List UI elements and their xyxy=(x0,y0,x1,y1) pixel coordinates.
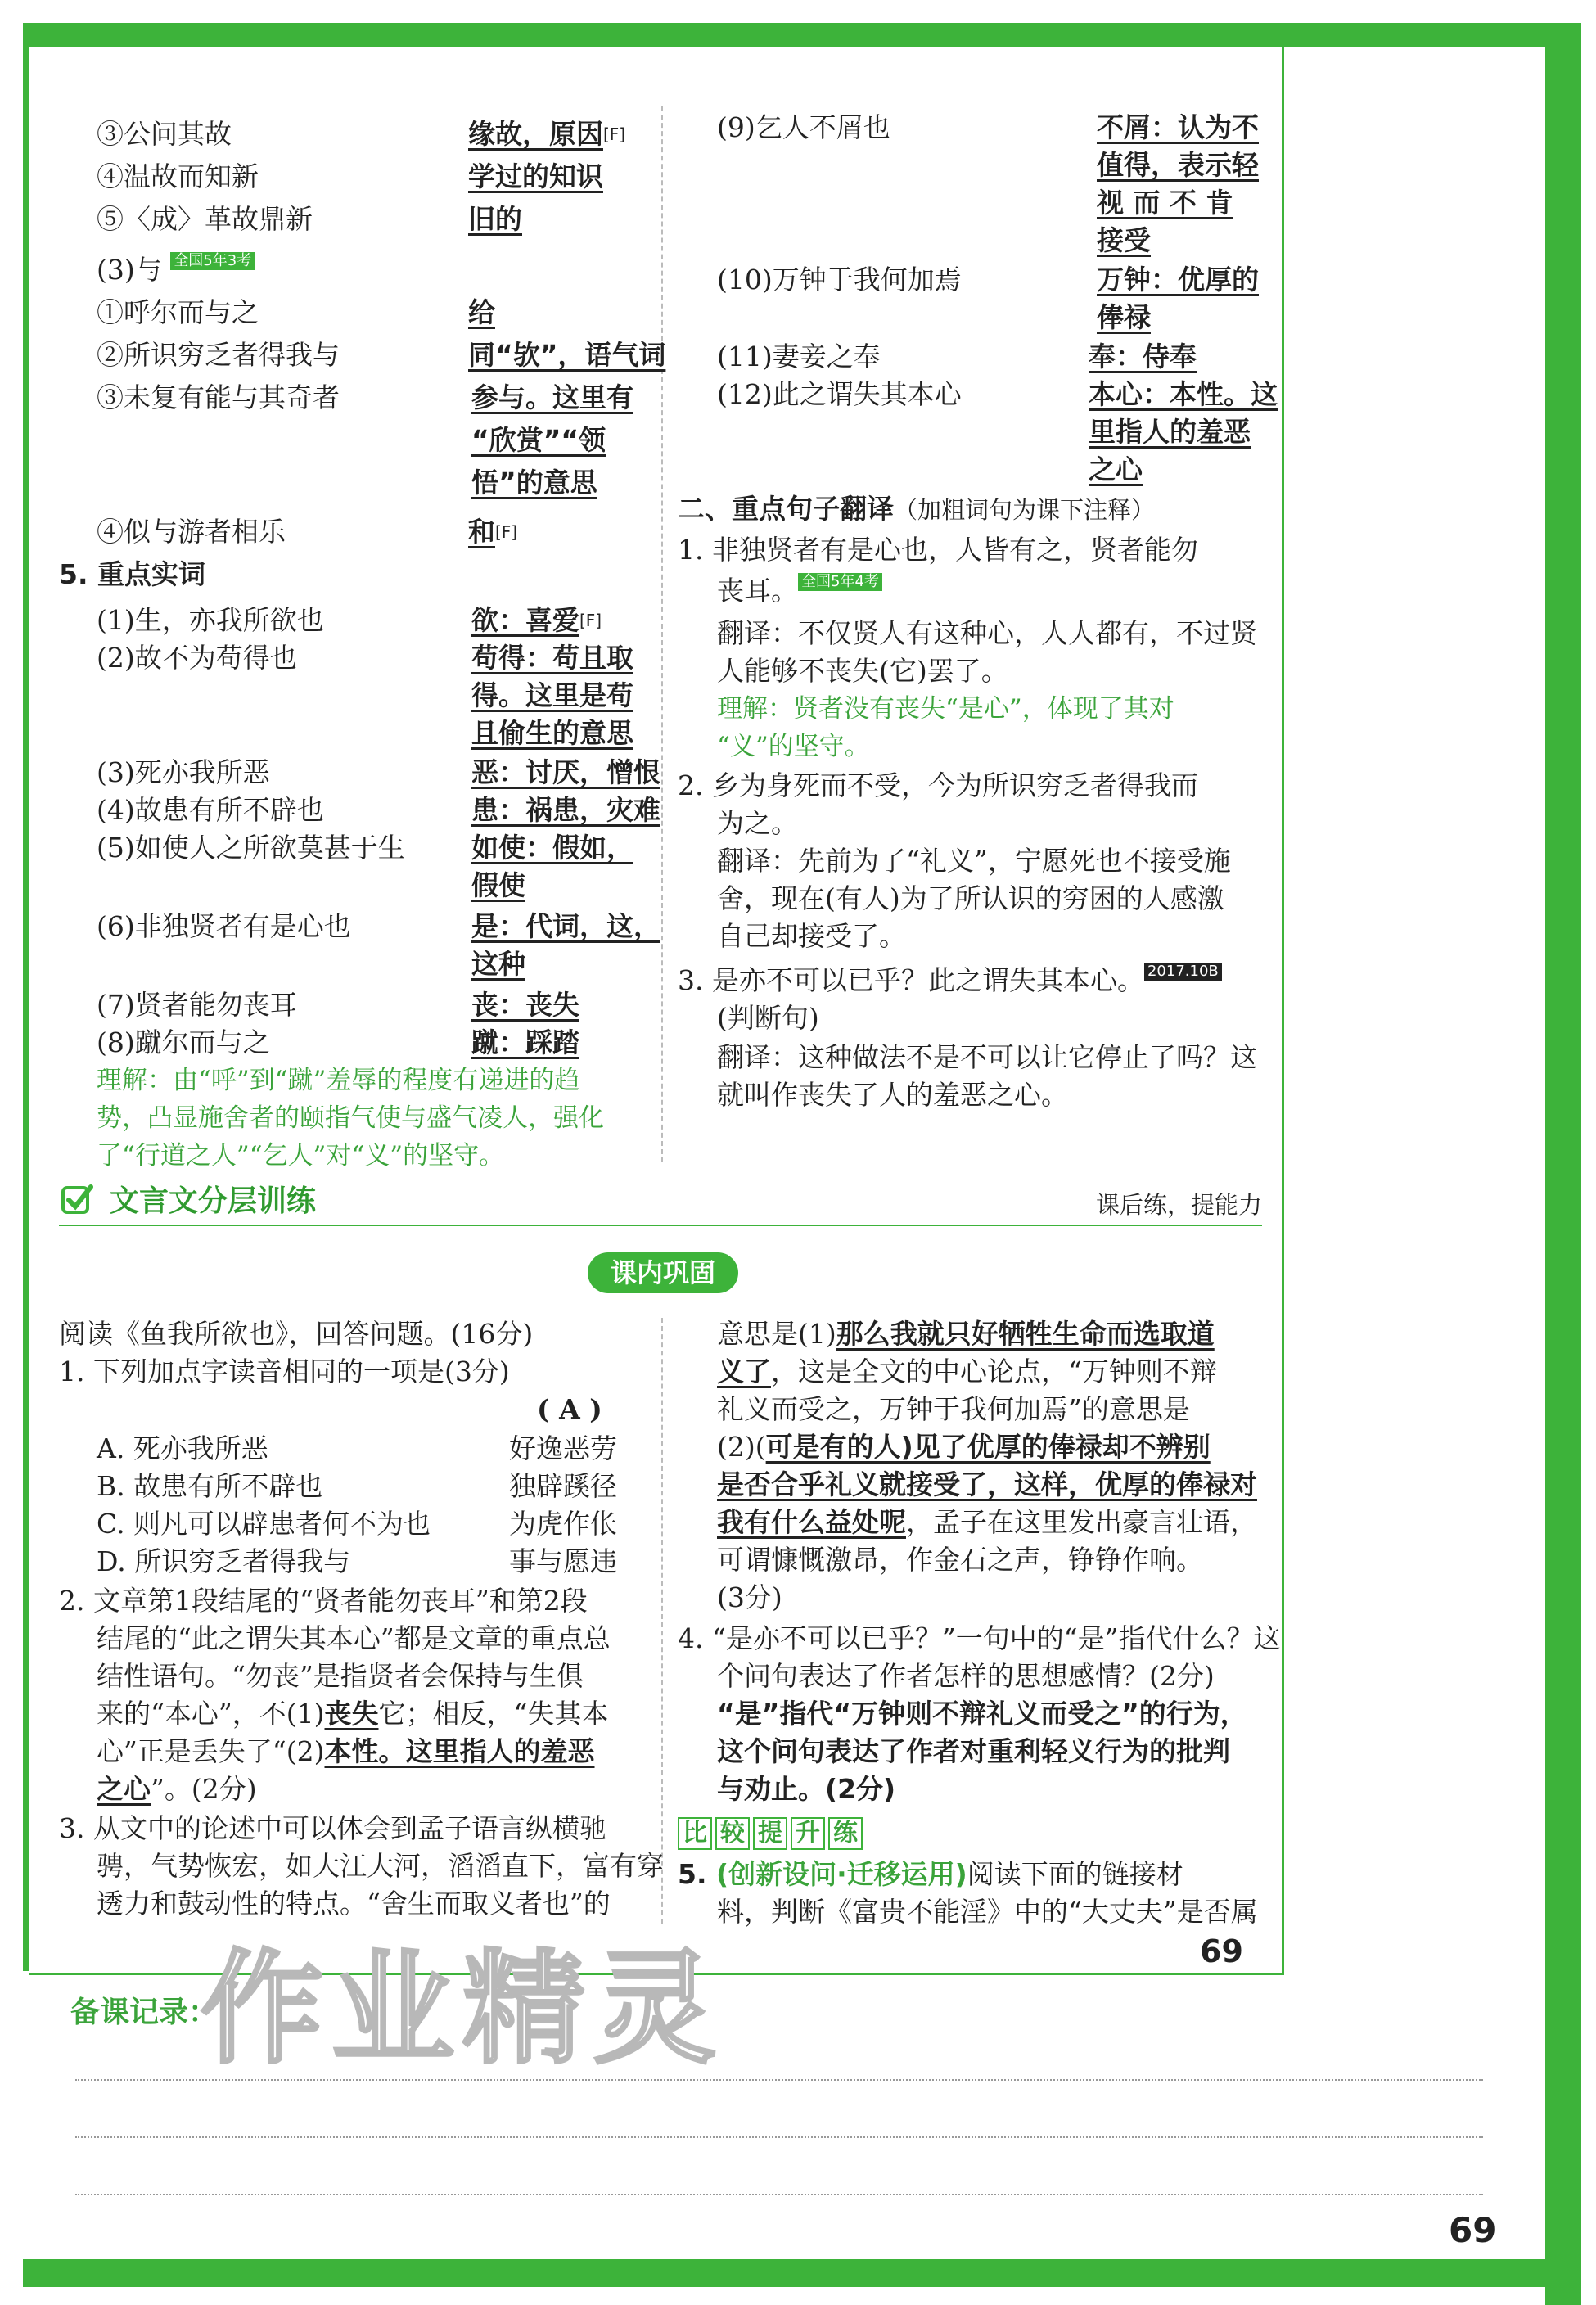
in-class-review-pill: 课内巩固 xyxy=(588,1252,738,1293)
question-1-answer: ( A ) xyxy=(537,1393,602,1425)
f-mark: [F] xyxy=(603,124,626,144)
question-2-text: 结尾的“此之谓失其本心”都是文章的重点总 xyxy=(97,1622,611,1654)
section-subtitle: （加粗词句为课下注释） xyxy=(894,496,1156,524)
vocab-answer: 患：祸患，灾难 xyxy=(471,794,660,826)
question-2-text: 结性语句。“勿丧”是指贤者会保持与生俱 xyxy=(97,1660,584,1692)
question-3-answer-2: 可是有的人)见了优厚的俸禄却不辨别 xyxy=(765,1431,1211,1463)
question-5-tag: (创新设问·迁移运用) xyxy=(716,1858,967,1890)
vocab-answer: 里指人的羞恶 xyxy=(1089,416,1251,448)
vocab-answer: 恶：讨厌，憎恨 xyxy=(471,756,660,788)
question-3-text: 透力和鼓动性的特点。“舍生而取义者也”的 xyxy=(97,1888,611,1919)
vocab-answer: 接受 xyxy=(1097,224,1151,256)
option-d: D. 所识穷乏者得我与 xyxy=(97,1545,351,1577)
sentence-original: 丧耳。 xyxy=(717,575,798,607)
answer-text: ，这是全文的中心论点，“万钟则不辩 xyxy=(771,1355,1217,1387)
translation: 舍，现在(有人)为了所认识的穷困的人感激 xyxy=(717,882,1224,914)
section-heading: 二、重点句子翻译 xyxy=(678,493,894,525)
vocab-answer: 如使：假如， xyxy=(471,832,633,864)
option-d-pair: 事与愿违 xyxy=(509,1545,617,1577)
question-3-text: 3. 从文中的论述中可以体会到孟子语言纵横驰 xyxy=(59,1812,606,1844)
translation: 就叫作丧失了人的羞恶之心。 xyxy=(717,1079,1068,1111)
section-title: 文言文分层训练 xyxy=(110,1184,317,1218)
question-3-text: 骋，气势恢宏，如大江大河，滔滔直下，富有穿 xyxy=(97,1850,664,1882)
inner-page-number: 69 xyxy=(1200,1933,1243,1969)
vocab-answer: 值得，表示轻 xyxy=(1097,149,1259,181)
option-c: C. 则凡可以辟患者何不为也 xyxy=(97,1508,431,1540)
section-right-label: 课后练，提能力 xyxy=(1095,1191,1262,1219)
section-heading: 5. 重点实词 xyxy=(59,558,205,590)
lesson-notes-label: 备课记录： xyxy=(70,1995,219,2029)
vocab-answer: 这种 xyxy=(471,948,525,980)
question-2-text: 来的“本心”，不(1) xyxy=(97,1698,325,1730)
vocab-item: ③未复有能与其奇者 xyxy=(97,381,340,413)
question-4-text: 个问句表达了作者怎样的思想感情？(2分) xyxy=(717,1660,1215,1692)
vocab-item: ②所识穷乏者得我与 xyxy=(97,339,340,371)
vocab-answer: 俸禄 xyxy=(1097,301,1151,333)
vocab-item: ④温故而知新 xyxy=(97,160,259,192)
question-2-answer-2: 本性。这里指人的羞恶 xyxy=(324,1735,595,1767)
vocab-item: (9)乞人不屑也 xyxy=(717,111,890,143)
question-2-text: 2. 文章第1段结尾的“贤者能勿丧耳”和第2段 xyxy=(59,1585,588,1617)
label-char: 较 xyxy=(715,1817,750,1850)
reading-intro: 阅读《鱼我所欲也》，回答问题。(16分) xyxy=(59,1318,534,1350)
question-2-text: ”。(2分) xyxy=(151,1773,257,1805)
compare-practice-label xyxy=(678,1814,866,1850)
understanding-note: 势，凸显施舍者的颐指气使与盛气凌人，强化 xyxy=(97,1103,604,1133)
question-5-number: 5. xyxy=(678,1858,716,1890)
sentence-original: 3. 是亦不可以已乎？此之谓失其本心。 xyxy=(678,964,1144,996)
question-4-answer: 与劝止。(2分) xyxy=(717,1773,896,1805)
vocab-answer: 苟得：苟且取 xyxy=(471,642,633,674)
label-char: 比 xyxy=(678,1817,712,1850)
vocab-answer: 参与。这里有 xyxy=(471,381,633,413)
answer-text: 礼义而受之，万钟于我何加焉”的意思是 xyxy=(717,1393,1190,1425)
label-char: 练 xyxy=(828,1817,863,1850)
vocab-answer: 和 xyxy=(468,516,495,548)
notes-line xyxy=(75,2194,1483,2195)
question-3-answer-1: 义了 xyxy=(717,1355,771,1387)
vocab-item: ③公问其故 xyxy=(97,118,232,150)
question-2-answer-2: 之心 xyxy=(97,1773,151,1805)
checkbox-check-icon xyxy=(61,1184,93,1216)
understanding-note: “义”的坚守。 xyxy=(717,732,870,761)
vocab-answer: 且偷生的意思 xyxy=(471,717,633,749)
answer-text: (2)( xyxy=(717,1431,766,1463)
vocab-item: (2)故不为苟得也 xyxy=(97,642,297,674)
watermark: 作业精灵 xyxy=(201,1938,725,2081)
question-5-text: 料，判断《富贵不能淫》中的“大丈夫”是否属 xyxy=(717,1896,1258,1928)
translation: 人能够不丧失(它)罢了。 xyxy=(717,655,1008,687)
option-a: A. 死亦我所恶 xyxy=(97,1432,268,1464)
answer-text: ，孟子在这里发出豪言壮语， xyxy=(906,1506,1257,1538)
vocab-answer: 学过的知识 xyxy=(468,160,603,192)
page-number: 69 xyxy=(1449,2210,1497,2250)
exam-frequency-badge: 全国5年3考 xyxy=(170,252,255,270)
translation: 翻译：先前为了“礼义”，宁愿死也不接受施 xyxy=(717,845,1231,877)
exam-year-badge: 2017.10B xyxy=(1144,963,1222,981)
vocab-item: (1)生，亦我所欲也 xyxy=(97,604,324,636)
vocab-answer: 不屑：认为不 xyxy=(1097,111,1259,143)
practice-section-bar xyxy=(59,1179,1262,1226)
column-divider-bottom xyxy=(661,1318,663,1924)
vocab-answer: 旧的 xyxy=(468,203,522,235)
vocab-item: (12)此之谓失其本心 xyxy=(717,378,962,410)
translation: 自己却接受了。 xyxy=(717,920,906,952)
vocab-answer: 悟”的意思 xyxy=(471,467,597,498)
vocab-answer: 假使 xyxy=(471,869,525,901)
f-mark: [F] xyxy=(579,611,602,630)
question-2-text: 心”正是丢失了“(2) xyxy=(97,1735,325,1767)
label-char: 提 xyxy=(753,1817,787,1850)
vocab-answer: 丧：丧失 xyxy=(471,989,579,1021)
translation: 翻译：不仅贤人有这种心，人人都有，不过贤 xyxy=(717,617,1257,649)
top-green-band xyxy=(23,23,1581,47)
vocab-answer: “欣赏”“领 xyxy=(471,424,606,456)
vocab-item: (5)如使人之所欲莫甚于生 xyxy=(97,832,405,864)
question-3-answer-2: 是否合乎礼义就接受了，这样，优厚的俸禄对 xyxy=(717,1468,1257,1500)
vocab-item: (11)妻妾之奉 xyxy=(717,341,881,372)
understanding-note: 理解：贤者没有丧失“是心”，体现了其对 xyxy=(717,694,1174,724)
vocab-answer: 是：代词，这， xyxy=(471,910,660,942)
vocab-answer: 给 xyxy=(468,296,495,328)
question-2-answer-1: 丧失 xyxy=(324,1698,379,1730)
sentence-original: 2. 乡为身死而不受，今为所识穷乏者得我而 xyxy=(678,769,1198,801)
vocab-item: (8)蹴尔而与之 xyxy=(97,1026,270,1058)
question-1: 1. 下列加点字读音相同的一项是(3分) xyxy=(59,1355,510,1387)
vocab-group-heading: (3)与 xyxy=(97,254,162,286)
option-c-pair: 为虎作伥 xyxy=(509,1508,617,1540)
bottom-green-band xyxy=(23,2259,1581,2287)
sentence-original: 1. 非独贤者有是心也，人皆有之，贤者能勿 xyxy=(678,534,1198,566)
question-3-answer-2: 我有什么益处呢 xyxy=(717,1506,906,1538)
vocab-item: (3)死亦我所恶 xyxy=(97,756,270,788)
vocab-item: ④似与游者相乐 xyxy=(97,516,286,548)
vocab-answer: 缘故，原因 xyxy=(468,118,603,150)
option-a-pair: 好逸恶劳 xyxy=(509,1432,617,1464)
vocab-answer: 万钟：优厚的 xyxy=(1097,264,1259,295)
question-4-answer: “是”指代“万钟则不辩礼义而受之”的行为， xyxy=(717,1698,1247,1730)
question-2-text: 它；相反，“失其本 xyxy=(378,1698,609,1730)
right-green-band xyxy=(1545,23,1581,2305)
answer-text: 可谓慷慨激昂，作金石之声，铮铮作响。 xyxy=(717,1544,1203,1576)
understanding-note: 理解：由“呼”到“蹴”羞辱的程度有递进的趋 xyxy=(97,1066,580,1095)
vocab-answer: 之心 xyxy=(1089,453,1143,485)
question-3-answer-1: 那么我就只好牺牲生命而选取道 xyxy=(836,1318,1215,1350)
sentence-type: (判断句) xyxy=(717,1002,819,1034)
vocab-answer: 欲：喜爱 xyxy=(471,604,579,636)
vocab-item: (6)非独贤者有是心也 xyxy=(97,910,351,942)
notes-line xyxy=(75,2136,1483,2138)
exam-frequency-badge: 全国5年4考 xyxy=(798,573,882,591)
vocab-answer: 本心：本性。这 xyxy=(1089,378,1278,410)
translation: 翻译：这种做法不是不可以让它停止了吗？这 xyxy=(717,1041,1257,1073)
label-char: 升 xyxy=(791,1817,825,1850)
vocab-item: (10)万钟于我何加焉 xyxy=(717,264,962,295)
vocab-item: ⑤〈成〉革故鼎新 xyxy=(97,203,313,235)
answer-score: (3分) xyxy=(717,1581,782,1613)
question-4-answer: 这个问句表达了作者对重利轻义行为的批判 xyxy=(717,1735,1230,1767)
answer-text: 意思是(1) xyxy=(717,1318,836,1350)
option-b-pair: 独辟蹊径 xyxy=(509,1470,617,1502)
vocab-answer: 视 而 不 肯 xyxy=(1097,187,1233,219)
question-4-text: 4. “是亦不可以已乎？”一句中的“是”指代什么？这 xyxy=(678,1622,1281,1654)
column-divider-top xyxy=(661,106,663,1162)
vocab-answer: 奉：侍奉 xyxy=(1089,341,1197,372)
vocab-answer: 得。这里是苟 xyxy=(471,679,633,711)
question-5-text: 阅读下面的链接材 xyxy=(967,1858,1183,1890)
option-b: B. 故患有所不辟也 xyxy=(97,1470,323,1502)
vocab-answer: 同“欤”，语气词 xyxy=(468,339,666,371)
vocab-item: (4)故患有所不辟也 xyxy=(97,794,324,826)
f-mark: [F] xyxy=(495,522,518,542)
left-green-band xyxy=(23,23,29,1971)
vocab-item: ①呼尔而与之 xyxy=(97,296,259,328)
sentence-original: 为之。 xyxy=(717,807,798,839)
vocab-answer: 蹴：踩踏 xyxy=(471,1026,579,1058)
understanding-note: 了“行道之人”“乞人”对“义”的坚守。 xyxy=(97,1141,505,1171)
vocab-item: (7)贤者能勿丧耳 xyxy=(97,989,297,1021)
notes-line xyxy=(75,2079,1483,2081)
